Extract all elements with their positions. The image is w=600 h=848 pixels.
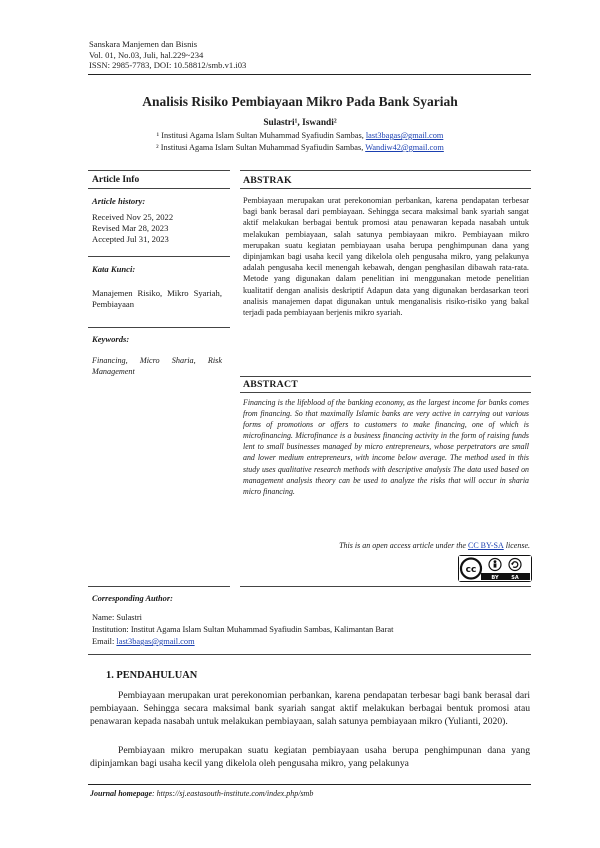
- svg-text:cc: cc: [465, 565, 477, 575]
- history-rule: [88, 256, 230, 257]
- abstract-head-rule: [240, 392, 531, 393]
- affiliation-1-text: ¹ Institusi Agama Islam Sultan Muhammad Syafiudin Sambas,: [156, 131, 366, 140]
- revised-date: Revised Mar 28, 2023: [92, 223, 169, 233]
- body-paragraph-2: Pembiayaan mikro merupakan suatu kegiatan pembiayaan usaha berupa penghimpunan dana yang dipinjamkan bagi usaha kecil yang dikelola oleh pengusaha mikro, yang pelakunya: [90, 745, 530, 770]
- journal-volume: Vol. 01, No.03, Juli, hal.229~234: [89, 49, 204, 60]
- homepage-url[interactable]: : https://sj.eastasouth-institute.com/index.php/smb: [152, 789, 314, 798]
- keywords-label: Keywords:: [92, 334, 130, 344]
- info-head-rule: [88, 188, 230, 189]
- affiliation-2-text: ² Institusi Agama Islam Sultan Muhammad Syafiudin Sambas,: [156, 143, 366, 152]
- info-top-rule: [88, 170, 230, 171]
- affiliation-1: [0, 131, 600, 140]
- abstract-heading: ABSTRACT: [243, 379, 298, 390]
- badge-by: BY: [491, 575, 499, 581]
- badge-sa: SA: [511, 575, 519, 581]
- corresponding-author-label: Corresponding Author:: [92, 594, 173, 603]
- kata-kunci-text: Manajemen Risiko, Mikro Syariah, Pembiayaan: [92, 288, 222, 309]
- abstract-top-rule: [240, 376, 531, 377]
- article-history: [92, 212, 173, 245]
- info-bottom-rule: [88, 586, 230, 587]
- received-date: Received Nov 25, 2022: [92, 212, 174, 222]
- corresponding-rule: [88, 654, 531, 655]
- cc-license-icon: [459, 556, 531, 581]
- keywords-text: Financing, Micro Sharia, Risk Management: [92, 356, 222, 376]
- article-info-heading: Article Info: [92, 175, 140, 185]
- abstract-text: Financing is the lifeblood of the banking economy, as the largest income for banks comes from financing. So that maximally Islamic banks are very active in carrying out various forms of promotions or offers to customers to make financing, one of which is microfinancing. Microfinance is a business financing activity in the form of raising funds lent to small businesses managed by micro entrepreneurs, whose perpetrators are small and lower medium entrepreneurs, with income below average. The method used in this study uses qualitative research methods with descriptive analysis The data used based on management analysis theory can be used to analyze the risks that will occur in sharia micro financing.: [243, 398, 529, 496]
- journal-name: Sanskara Manjemen dan Bisnis: [89, 39, 198, 49]
- kata-kunci-label: Kata Kunci:: [92, 264, 136, 274]
- journal-issn: ISSN: 2985-7783, DOI: 10.58812/smb.v1.i03: [89, 60, 247, 71]
- license-bottom-rule: [240, 586, 531, 587]
- affiliation-2: [0, 143, 600, 152]
- corresponding-email: [92, 636, 195, 647]
- affiliation-2-email-link[interactable]: Wandiw42@gmail.com: [365, 143, 444, 152]
- accepted-date: Accepted Jul 31, 2023: [92, 234, 169, 244]
- body-paragraph-1: Pembiayaan merupakan urat perekonomian perbankan, karena pendapatan terbesar bagi bank berasal dari pembiayaan. Sehingga secara maksimal bank syariah sangat aktif melakukan berbagai bentuk promosi atau penawaran kepada nasabah untuk melakukan pembiayaan, salah satunya pembiayaan mikro (Yulianti, 2020).: [90, 690, 530, 728]
- abstrak-top-rule: [240, 170, 531, 171]
- cc-by-sa-badge[interactable]: [458, 555, 532, 582]
- paper-title: Analisis Risiko Pembiayaan Mikro Pada Bank Syariah: [142, 94, 458, 109]
- corresponding-email-label: Email:: [92, 637, 117, 646]
- abstrak-head-rule: [240, 188, 531, 189]
- license-note: [240, 541, 530, 550]
- journal-header: [89, 39, 246, 71]
- license-suffix: license.: [503, 541, 530, 550]
- homepage-label: Journal homepage: [90, 789, 153, 798]
- corresponding-name: Name: Sulastri: [92, 613, 143, 622]
- abstrak-heading: ABSTRAK: [243, 175, 292, 186]
- cc-by-sa-link[interactable]: CC BY-SA: [467, 541, 504, 550]
- section-heading-pendahuluan: 1. PENDAHULUAN: [106, 670, 198, 681]
- abstrak-text: Pembiayaan merupakan urat perekonomian perbankan, karena pendapatan terbesar bagi bank berasal dari pembiayaan. Sehingga secara maksimal bank syariah sangat aktif melakukan berbagai bentuk promosi atau penawaran kepada nasabah untuk melakukan pembiayaan, salah satunya pembiayaan mikro. Pembiayaan mikro merupakan suatu kegiatan pembiayaan usaha berupa penghimpunan dana yang dipinjamkan bagi usaha kecil yang dikelola oleh pengusaha mikro, yang pelakunya adalah pengusaha kecil menengah kebawah, dengan penghasilan dibawah rata-rata. Metode yang digunakan dalam penelitian ini menggunakan metode penelitian kualitatif dengan analisis deskriptif Adapun data yang digunakan berdasarkan teori analisis manajemen dapat digunakan untuk menganalisis risiko-risiko yang bakal terjadi pada pembiayaan berjenis mikro syariah.: [243, 196, 529, 318]
- paper-authors: Sulastri¹, Iswandi²: [263, 118, 337, 128]
- license-prefix: This is an open access article under the: [339, 541, 468, 550]
- header-rule: [88, 74, 531, 75]
- corresponding-institution: Institution: Institut Agama Islam Sultan Muhammad Syafiudin Sambas, Kalimantan Barat: [92, 625, 394, 634]
- footer-rule: [88, 784, 531, 785]
- journal-homepage: [90, 789, 313, 798]
- kata-kunci-rule: [88, 327, 230, 328]
- article-history-label: Article history:: [92, 196, 146, 206]
- affiliation-1-email-link[interactable]: last3bagas@gmail.com: [365, 131, 444, 140]
- corresponding-email-link[interactable]: last3bagas@gmail.com: [116, 637, 195, 646]
